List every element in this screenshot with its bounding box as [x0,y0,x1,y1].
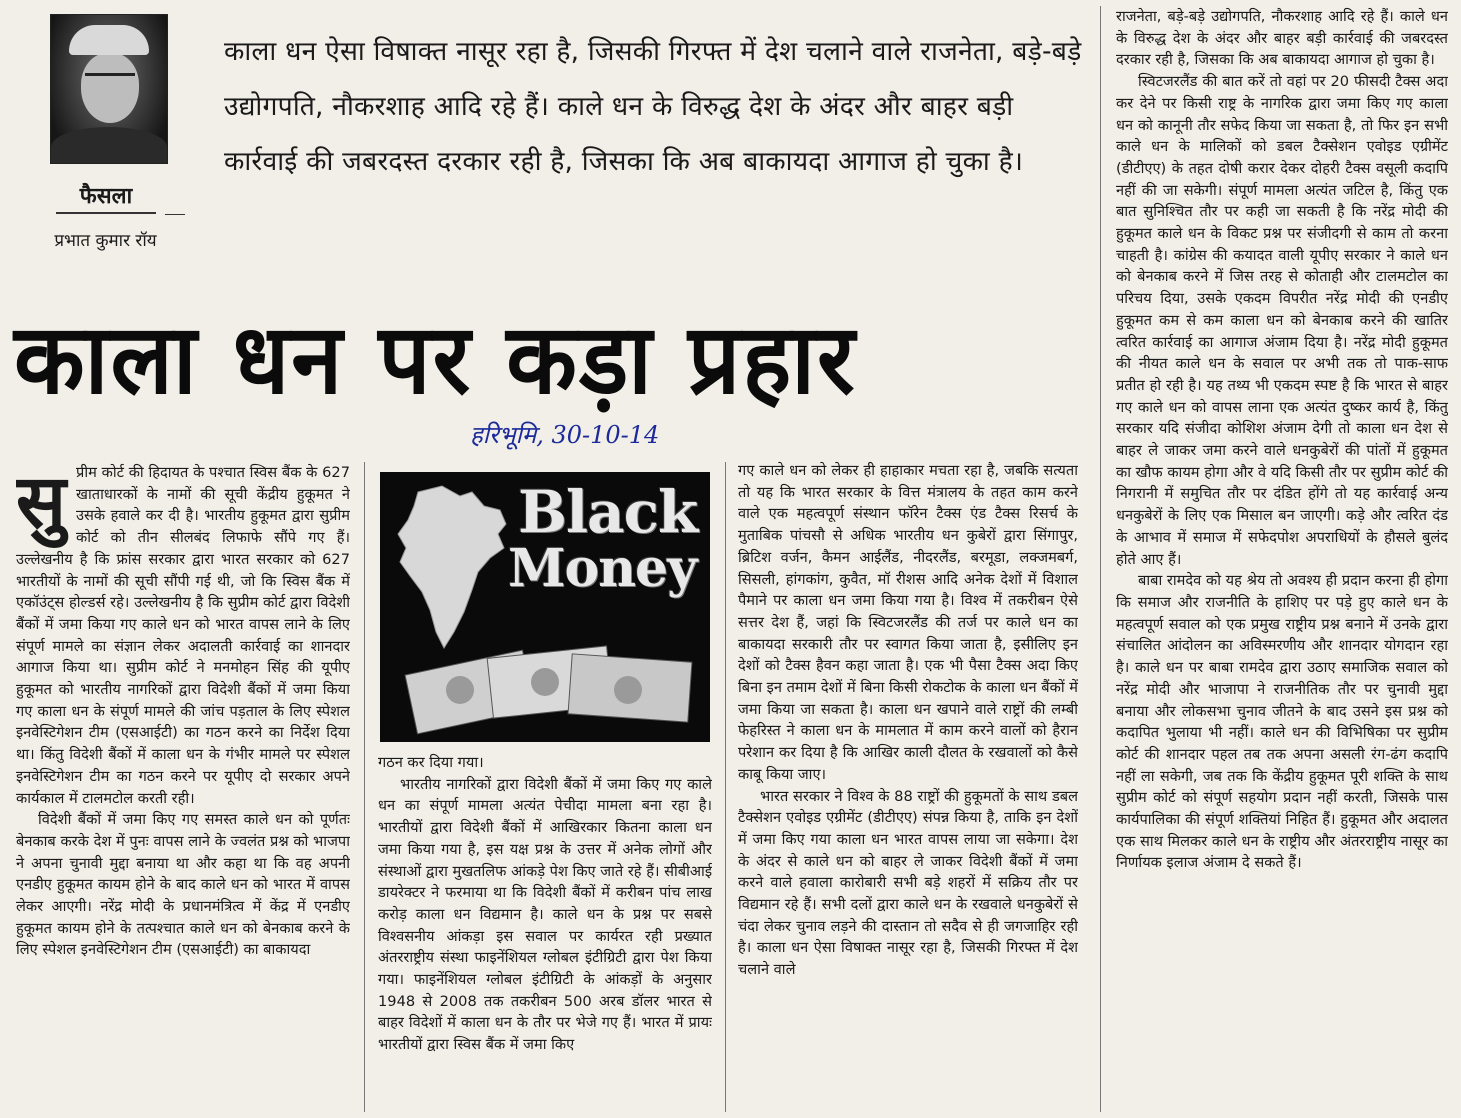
headline: काला धन पर कड़ा प्रहार [14,303,857,416]
black-money-image [380,472,710,742]
column4-paragraph-3: बाबा रामदेव को यह श्रेय तो अवश्य ही प्रदान करना ही होगा कि समाज और राजनीति के हाशिए पर पड़े हुए काले धन के महत्वपूर्ण सवाल को एक प्रमुख राष्ट्रीय प्रश्न बनाने में उनके द्वारा संचालित आंदोलन का अविस्मरणीय और शानदार योगदान रहा है। काले धन पर बाबा रामदेव द्वारा उठाए समाजिक सवाल को नरेंद्र मोदी और भाजापा ने राजनीतिक तौर पर चुनावी मुद्दा बनाया और लोकसभा चुनाव जीतने के बाद उसने इस प्रश्न को कदापित भुलाया भी नहीं। काले धन की विभिषिका पर सुप्रीम कोर्ट की शानदार पहल तब तक अपना असली रंग-ढंग कदापि नहीं ला सकेगी, जब तक कि केंद्रीय हुकूमत पूरी शक्ति के साथ सुप्रीम कोर्ट को संपूर्ण सहयोग प्रदान नहीं करती, जिसके पास कार्यपालिका की संपूर्ण शक्तियां निहित हैं। हुकूमत और अदालत एक साथ मिलकर काले धन के राष्ट्रीय और अंतरराष्ट्रीय नासूर का निर्णायक इलाज अंजाम दे सकते हैं। [1116,572,1448,872]
byline-divider [165,214,185,215]
column3-paragraph-2: भारत सरकार ने विश्व के 88 राष्ट्रों की हुकूमतों के साथ डबल टैक्सेशन एवोइड एग्रीमेंट (डीटीएए) संपन्न किया है, ताकि इन देशों में जमा किए गया काला धन भारत वापस लाया जा सकेगा। देश के अंदर से काले धन को बाहर ले जाकर विदेशी बैंकों में जमा करने वाले हवाला कारोबारी सभी बड़े शहरों में सक्रिय तौर पर विद्यमान रहे हैं। सभी दलों द्वारा काले धन के रखवाले धनकुबेरों से चंदा लेकर चुनाव लड़ने की दास्तान तो सदैव से ही जगजाहिर रही है। काला धन ऐसा विषाक्त नासूर रहा है, जिसकी गिरफ्त में देश चलाने वाले [738,787,1078,979]
column3-paragraph-1: गए काले धन को लेकर ही हाहाकार मचता रहा है, जबकि सत्यता तो यह कि भारत सरकार के वित्त मंत्रालय के तहत काम करने वाले एक महत्वपूर्ण संस्थान फॉरेन टैक्स एंड टैक्स रिसर्च के मुताबिक पांचसौ से अधिक भारतीय धन कुबेरों द्वारा सिंगापुर, ब्रिटिश वर्जन, कैमन आईलैंड, नीदरलैंड, बरमूडा, लक्जमबर्ग, सिसली, हांगकांग, कुवैत, मॉ रीशस आदि अनेक देशों में विशाल पैमाने पर काला धन जमा किया गया है। विश्व में तकरीबन ऐसे सत्तर देश हैं, जहां कि स्विटजरलैंड की तर्ज पर काले धन का बाकायदा सरकारी तौर पर स्वागत किया जाता है, इसीलिए इन देशों को टैक्स हैवन कहा जाता है। एक भी पैसा टैक्स अदा किए बिना इन तमाम देशों में बिना किसी रोकटोक के काला धन बैंकों में जमा किया जा सकता है। काला धन खपाने वाले राष्ट्रों की लम्बी फेहरिस्त ने काला धन के मामलात में काम करने वालों को हैरान परेशान कर दिया है कि आखिर काली दौलत के रखवालों को कैसे काबू किया जाए। [738,462,1078,783]
column-tag: फैसला [56,180,156,214]
handwritten-date-note: हरिभूमि, 30-10-14 [470,421,660,449]
column-rule-2 [725,462,726,1112]
image-text-black: Black [518,478,698,546]
column1-text-1: प्रीम कोर्ट की हिदायत के पश्चात स्विस बैंक के 627 खाताधारकों के नामों की सूची केंद्रीय हुकूमत ने उसके हवाले कर दी है। भारतीय हुकूमत द्वारा सुप्रीम कोर्ट को तीन सीलबंद लिफाफे सौंपे गए हैं। उल्लेखनीय है कि फ्रांस सरकार द्वारा भारत सरकार को 627 भारतीयों के नामों की सूची सौंपी गई थी, जो कि स्विस बैंक में एकॉउंट्स होल्डर्स रहे। उल्लेखनीय है कि सुप्रीम कोर्ट द्वारा विदेशी बैंकों में जमा किया गए काले धन को भारत वापस लाने के लिए संपूर्ण मामले का संज्ञान लेकर अदालती कार्रवाई का शानदार आगाज किया था। सुप्रीम कोर्ट ने मनमोहन सिंह की यूपीए हुकूमत को भारतीय नागरिकों द्वारा विदेशी बैंकों में जमा किया गए काला धन के संपूर्ण मामले की जांच पड़ताल के लिए स्पेशल इनवेस्टिगेशन टीम (एसआईटी) का गठन करने का निर्देश दिया था। किंतु विदेशी बैंकों में काला धन के गंभीर मामले पर स्पेशल इनवेस्टिगेशन टीम का गठन करने पर यूपीए दो सरकार अपने कार्यकाल में टालमटोल करती रही। [16,464,350,807]
author-cap [69,25,149,55]
currency-notes [405,646,692,734]
drop-cap: सु [16,462,67,545]
column1-paragraph-1 [16,462,350,809]
author-name: प्रभात कुमार रॉय [54,231,157,251]
column4-paragraph-2: स्विटजरलैंड की बात करें तो वहां पर 20 फीसदी टैक्स अदा कर देने पर किसी राष्ट्र के नागरिक द्वारा जमा किए गए काला धन को कानूनी तौर सफेद किया जा सकता है, तो फिर इन सभी काले धन के मालिकों को डबल टैक्सेशन एवोइड एग्रीमेंट (डीटीएए) के तहत दोषी करार देकर दोहरी टैक्स वसूली कदापि नहीं की जा सकेगी। संपूर्ण मामला अत्यंत जटिल है, किंतु एक बात सुनिश्चित तौर पर कही जा सकती है कि नरेंद्र मोदी की हुकूमत काले धन के विकट प्रश्न पर संजीदगी से काम तो करना चाहती है। कांग्रेस की कयादत वाली यूपीए सरकार ने काले धन को बेनकाब करने में जिस तरह से कोताही और टालमटोल का परिचय दिया, उसके एकदम विपरीत नरेंद्र मोदी की एनडीए हुकूमत कम से कम काला धन को बेनकाब करने की खातिर त्वरित कार्रवाई का आगाज अंजाम दिया है। नरेंद्र मोदी हुकूमत की नीयत काले धन के सवाल पर अभी तक तो पाक-साफ प्रतीत हो रही है। यह तथ्य भी एकदम स्पष्ट है कि भारत से बाहर गए काले धन को वापस लाना एक अत्यंत दुष्कर कार्य है, किंतु सरकार यदि संजीदा कोशिश अंजाम देगी तो काला धन देश से बाहर ले जाकर जमा करने वाले धनकुबेरों की पांतों में हुकूमत का खौफ कायम होगा और वे यदि किसी तौर पर सुप्रीम कोर्ट की निगरानी में समुचित तौर पर दंडित होंगे तो यह कार्रवाई अन्य धनकुबेरों के लिए एक मिसाल बन जाएगी। कड़े और त्वरित दंड के आभाव में समाज में सफेदपोश अपराधियों के हौसले बुलंद होते आए हैं। [1116,73,1448,568]
column-rule-1 [364,462,365,1112]
image-text-money: Money [508,538,697,599]
column-rule-3 [1100,6,1101,1112]
column2-paragraph-1: गठन कर दिया गया। [378,754,484,771]
pull-quote: काला धन ऐसा विषाक्त नासूर रहा है, जिसकी गिरफ्त में देश चलाने वाले राजनेता, बड़े-बड़े उद्योगपति, नौकरशाह आदि रहे हैं। काले धन के विरुद्ध देश के अंदर और बाहर बड़ी कार्रवाई की जबरदस्त दरकार रही है, जिसका कि अब बाकायदा आगाज हो चुका है। [224,36,1082,177]
column2-paragraph-2: भारतीय नागरिकों द्वारा विदेशी बैंकों में जमा किए गए काले धन का संपूर्ण मामला अत्यंत पेचीदा मामला बना रहा है। भारतीयों द्वारा विदेशी बैंकों में आखिरकार कितना काला धन जमा किया गया है, इस यक्ष प्रश्न के उत्तर में अनेक लोगों और संस्थाओं द्वारा मुखतलिफ आंकड़े पेश किए जाते रहे हैं। सीबीआई डायरेक्टर ने फरमाया था कि विदेशी बैंकों में करीबन पांच लाख करोड़ काला धन विद्यमान है। काले धन के प्रश्न पर सबसे विश्वसनीय आंकड़ा इस सवाल पर कार्यरत रही प्रख्यात अंतरराष्ट्रीय संस्था फाइनेंशियल ग्लोबल इंटीग्रिटी द्वारा पेश किया गया। फाइनेंशियल ग्लोबल इंटीग्रिटी के आंकड़ों के अनुसार 1948 से 2008 तक तकरीबन 500 अरब डॉलर भारत से बाहर विदेशों में काला धन के तौर पर भेजे गए हैं। भारत में प्रायः भारतीयों द्वारा स्विस बैंक में जमा किए [378,775,712,1054]
author-shoulders [51,127,167,164]
article-column-4 [1116,6,1448,1114]
article-column-3 [738,460,1078,1114]
author-glasses [85,73,135,86]
column1-paragraph-2: विदेशी बैंकों में जमा किए गए समस्त काले धन को पूर्णतः बेनकाब करके देश में पुनः वापस लाने के ज्वलंत प्रश्न को भाजपा ने अपना चुनावी मुद्दा बनाया था और कहा था कि वह अपनी एनडीए हुकूमत कायम होने के बाद काले धन को भारत में वापस लेकर आएगी। नरेंद्र मोदी के प्रधानमंत्रित्व में केंद्र में एनडीए हुकूमत कायम होने के तत्पश्चात काले धन को बेनकाब करने के लिए स्पेशल इनवेस्टिगेशन टीम (एसआईटी) का बाकायदा [16,811,350,959]
article-column-1 [16,462,350,1112]
author-face [81,53,139,123]
article-column-2 [378,752,712,1114]
india-map-shape [398,486,506,648]
column4-paragraph-1: राजनेता, बड़े-बड़े उद्योगपति, नौकरशाह आदि रहे हैं। काले धन के विरुद्ध देश के अंदर और बाहर बड़ी कार्रवाई की जबरदस्त दरकार रही है, जिसका कि अब बाकायदा आगाज हो चुका है। [1116,8,1448,69]
author-photo [50,14,168,164]
